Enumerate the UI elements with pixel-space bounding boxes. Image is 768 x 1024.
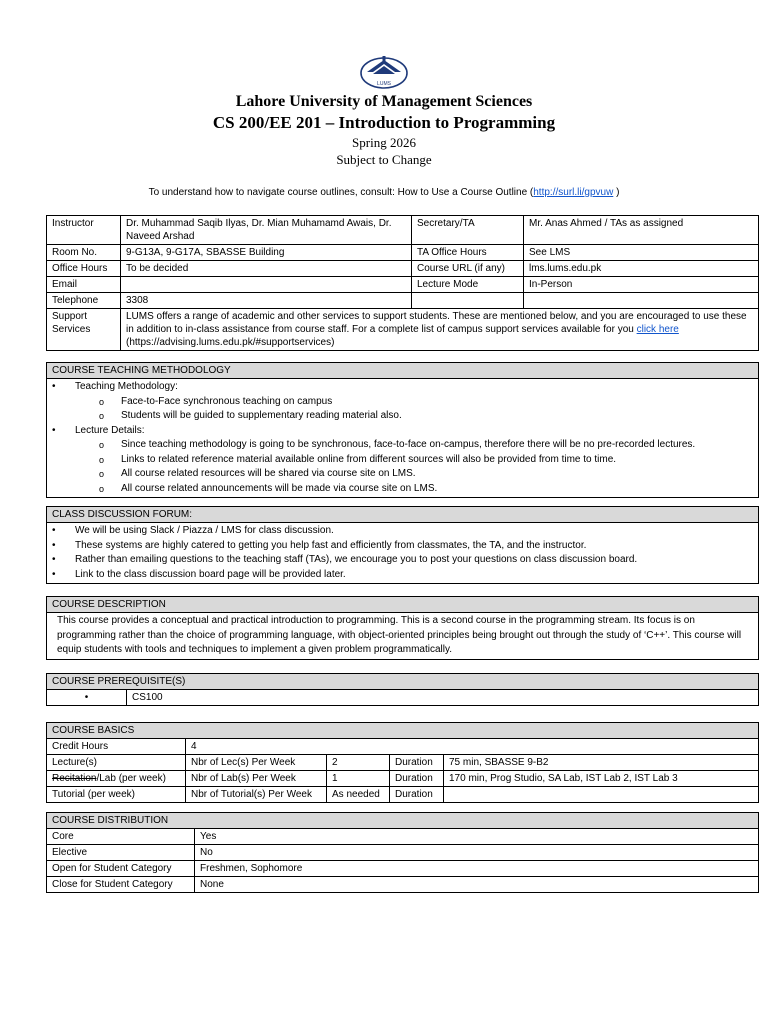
prereq-value: CS100 bbox=[127, 690, 759, 706]
support-text: LUMS offers a range of academic and other services to support students. These are mentioned below, and you are encouraged to use these in addition to in-class assistance from course staff. For a complete list of campus support services available for you click here (https://advising.lums.edu.pk/#supportservices) bbox=[121, 309, 759, 351]
course-basics-table bbox=[46, 722, 759, 803]
duration-label: Duration bbox=[390, 771, 444, 787]
nbr-value: 2 bbox=[327, 755, 390, 771]
description-text: This course provides a conceptual and practical introduction to programming. This is a second course in the programming stream. Its focus is on programming rather than the choice of programming language, with object-oriented principles being brought out through the study of ‘C++’. This course will equip students with tools and techniques to implement a given problem programmatically. bbox=[57, 615, 742, 655]
list-item: o All course related resources will be shared via course site on LMS. bbox=[47, 467, 758, 482]
instructor-info-table bbox=[46, 215, 759, 351]
email-value bbox=[121, 277, 412, 293]
list-item: o Face-to-Face synchronous teaching on campus bbox=[47, 395, 758, 410]
table-row-label: Close for Student Category bbox=[47, 877, 195, 893]
tutorial-label: Tutorial (per week) bbox=[47, 787, 186, 803]
table-row-value: Freshmen, Sophomore bbox=[195, 861, 759, 877]
section-title: COURSE BASICS bbox=[47, 723, 759, 739]
lums-logo bbox=[359, 52, 409, 90]
list-item: o Links to related reference material available online from different sources will also be provided from time to time. bbox=[47, 453, 758, 468]
nbr-label: Nbr of Lec(s) Per Week bbox=[186, 755, 327, 771]
nbr-value: 1 bbox=[327, 771, 390, 787]
navigate-note: To understand how to navigate course outlines, consult: How to Use a Course Outline (http://surl.li/gpvuw ) bbox=[148, 187, 620, 198]
list-item: • Rather than emailing questions to the teaching staff (TAs), we encourage you to post your questions on class discussion board. bbox=[47, 553, 758, 568]
section-title: COURSE DISTRIBUTION bbox=[47, 813, 759, 829]
prerequisites-table bbox=[46, 673, 759, 706]
duration-value: 170 min, Prog Studio, SA Lab, IST Lab 2, IST Lab 3 bbox=[444, 771, 759, 787]
teaching-methodology-section bbox=[46, 362, 759, 498]
telephone-label: Telephone bbox=[47, 293, 121, 309]
secretary-value: Mr. Anas Ahmed / TAs as assigned bbox=[524, 216, 759, 245]
duration-label: Duration bbox=[390, 787, 444, 803]
instructor-value: Dr. Muhammad Saqib Ilyas, Dr. Mian Muhamamd Awais, Dr. Naveed Arshad bbox=[121, 216, 412, 245]
list-item: o Since teaching methodology is going to be synchronous, face-to-face on-campus, therefore there will be no pre-recorded lectures. bbox=[47, 438, 758, 453]
list-item: • Link to the class discussion board page will be provided later. bbox=[47, 568, 758, 583]
email-label: Email bbox=[47, 277, 121, 293]
section-title: COURSE PREREQUISITE(S) bbox=[47, 674, 759, 690]
room-label: Room No. bbox=[47, 245, 121, 261]
table-row-label: Open for Student Category bbox=[47, 861, 195, 877]
table-row-value: No bbox=[195, 845, 759, 861]
section-title: COURSE DESCRIPTION bbox=[47, 597, 758, 613]
course-outline-link[interactable]: http://surl.li/gpvuw bbox=[533, 187, 614, 198]
instructor-label: Instructor bbox=[47, 216, 121, 245]
lecture-label: Lecture(s) bbox=[47, 755, 186, 771]
lecture-mode-label: Lecture Mode bbox=[412, 277, 524, 293]
list-item: • Lecture Details: bbox=[47, 424, 758, 439]
course-url-value[interactable]: lms.lums.edu.pk bbox=[524, 261, 759, 277]
ta-hours-label: TA Office Hours bbox=[412, 245, 524, 261]
list-item: • Teaching Methodology: bbox=[47, 380, 758, 395]
table-row-value: Yes bbox=[195, 829, 759, 845]
duration-value: 75 min, SBASSE 9-B2 bbox=[444, 755, 759, 771]
list-item: • These systems are highly catered to getting you help fast and efficiently from classmates, the TA, and the instructor. bbox=[47, 539, 758, 554]
change-notice: Subject to Change bbox=[336, 152, 432, 167]
course-title: CS 200/EE 201 – Introduction to Programming bbox=[212, 113, 556, 132]
section-title: COURSE TEACHING METHODOLOGY bbox=[47, 363, 758, 379]
lecture-mode-value: In-Person bbox=[524, 277, 759, 293]
discussion-forum-section bbox=[46, 506, 759, 584]
credit-hours-value: 4 bbox=[186, 739, 759, 755]
nbr-label: Nbr of Tutorial(s) Per Week bbox=[186, 787, 327, 803]
section-title: CLASS DISCUSSION FORUM: bbox=[47, 507, 758, 523]
ta-hours-value: See LMS bbox=[524, 245, 759, 261]
credit-hours-label: Credit Hours bbox=[47, 739, 186, 755]
course-url-label: Course URL (if any) bbox=[412, 261, 524, 277]
nbr-label: Nbr of Lab(s) Per Week bbox=[186, 771, 327, 787]
table-row-value: None bbox=[195, 877, 759, 893]
svg-text:LUMS: LUMS bbox=[377, 81, 391, 87]
lab-label: Recitation/Lab (per week) bbox=[47, 771, 186, 787]
list-item: o All course related announcements will be made via course site on LMS. bbox=[47, 482, 758, 497]
course-description-section bbox=[46, 596, 759, 660]
support-services-link[interactable]: click here bbox=[636, 324, 679, 335]
course-distribution-table bbox=[46, 812, 759, 893]
list-item: • We will be using Slack / Piazza / LMS for class discussion. bbox=[47, 524, 758, 539]
office-hours-label: Office Hours bbox=[47, 261, 121, 277]
table-row-label: Core bbox=[47, 829, 195, 845]
table-row-label: Elective bbox=[47, 845, 195, 861]
list-item: o Students will be guided to supplementary reading material also. bbox=[47, 409, 758, 424]
telephone-value: 3308 bbox=[121, 293, 412, 309]
secretary-label: Secretary/TA bbox=[412, 216, 524, 245]
support-label: Support Services bbox=[47, 309, 121, 351]
room-value: 9-G13A, 9-G17A, SBASSE Building bbox=[121, 245, 412, 261]
office-hours-value: To be decided bbox=[121, 261, 412, 277]
duration-value bbox=[444, 787, 759, 803]
nbr-value: As needed bbox=[327, 787, 390, 803]
bullet: • bbox=[47, 690, 127, 706]
university-name: Lahore University of Management Sciences bbox=[235, 93, 533, 110]
duration-label: Duration bbox=[390, 755, 444, 771]
term: Spring 2026 bbox=[352, 135, 416, 150]
